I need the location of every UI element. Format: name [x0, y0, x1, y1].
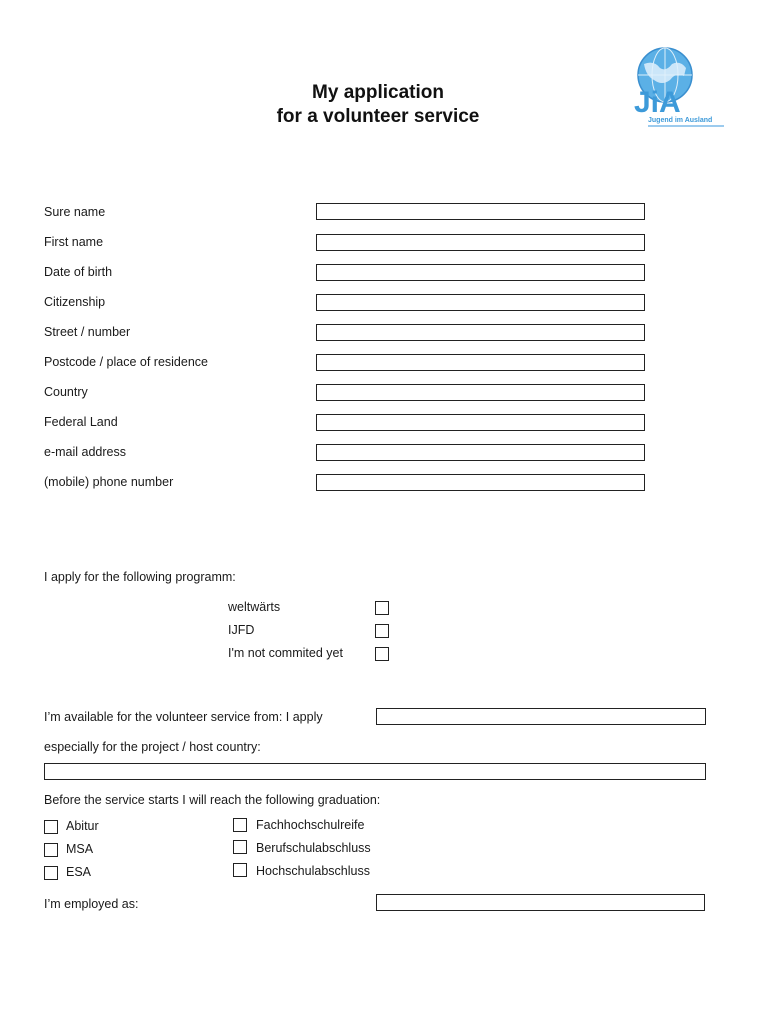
graduation-msa-checkbox[interactable]: [44, 843, 58, 857]
street-field[interactable]: [316, 324, 645, 341]
graduation-fachhochschulreife-label: Fachhochschulreife: [256, 818, 365, 832]
graduation-esa-checkbox[interactable]: [44, 866, 58, 880]
graduation-heading: Before the service starts I will reach the following graduation:: [44, 793, 381, 807]
page-title-line1: My application: [312, 82, 444, 103]
surname-label: Sure name: [44, 205, 106, 219]
phone-label: (mobile) phone number: [44, 475, 174, 489]
employment-field[interactable]: [376, 894, 705, 911]
project-host-country-field[interactable]: [44, 763, 706, 780]
graduation-msa-label: MSA: [66, 842, 94, 856]
country-field[interactable]: [316, 384, 645, 401]
program-heading: I apply for the following programm:: [44, 570, 236, 584]
citizenship-label: Citizenship: [44, 295, 106, 309]
email-field[interactable]: [316, 444, 645, 461]
program-option-weltwaerts-label: weltwärts: [228, 600, 281, 614]
program-option-ijfd-label: IJFD: [228, 623, 255, 637]
graduation-abitur-label: Abitur: [66, 819, 99, 833]
graduation-fachhochschulreife-checkbox[interactable]: [233, 818, 247, 832]
federal-land-field[interactable]: [316, 414, 645, 431]
postcode-field[interactable]: [316, 354, 645, 371]
country-label: Country: [44, 385, 88, 399]
graduation-hochschulabschluss-label: Hochschulabschluss: [256, 864, 370, 878]
surname-field[interactable]: [316, 203, 645, 220]
project-host-country-label: especially for the project / host country:: [44, 740, 261, 754]
graduation-hochschulabschluss-checkbox[interactable]: [233, 863, 247, 877]
date-of-birth-label: Date of birth: [44, 265, 113, 279]
graduation-abitur-checkbox[interactable]: [44, 820, 58, 834]
graduation-berufschulabschluss-checkbox[interactable]: [233, 840, 247, 854]
phone-field[interactable]: [316, 474, 645, 491]
federal-land-label: Federal Land: [44, 415, 118, 429]
street-label: Street / number: [44, 325, 131, 339]
program-option-weltwaerts-checkbox[interactable]: [375, 601, 389, 615]
availability-label: I’m available for the volunteer service from: I apply: [44, 710, 323, 724]
graduation-berufschulabschluss-label: Berufschulabschluss: [256, 841, 371, 855]
postcode-label: Postcode / place of residence: [44, 355, 208, 369]
email-label: e-mail address: [44, 445, 126, 459]
date-of-birth-field[interactable]: [316, 264, 645, 281]
availability-from-field[interactable]: [376, 708, 706, 725]
logo-tagline: Jugend im Ausland: [648, 117, 713, 124]
first-name-label: First name: [44, 235, 104, 249]
first-name-field[interactable]: [316, 234, 645, 251]
employment-label: I’m employed as:: [44, 897, 139, 911]
citizenship-field[interactable]: [316, 294, 645, 311]
graduation-esa-label: ESA: [66, 865, 92, 879]
logo-text: JiA: [634, 86, 681, 119]
program-option-not-committed-label: I'm not commited yet: [228, 646, 343, 660]
page-title-line2: for a volunteer service: [276, 106, 480, 127]
program-option-ijfd-checkbox[interactable]: [375, 624, 389, 638]
program-option-not-committed-checkbox[interactable]: [375, 647, 389, 661]
